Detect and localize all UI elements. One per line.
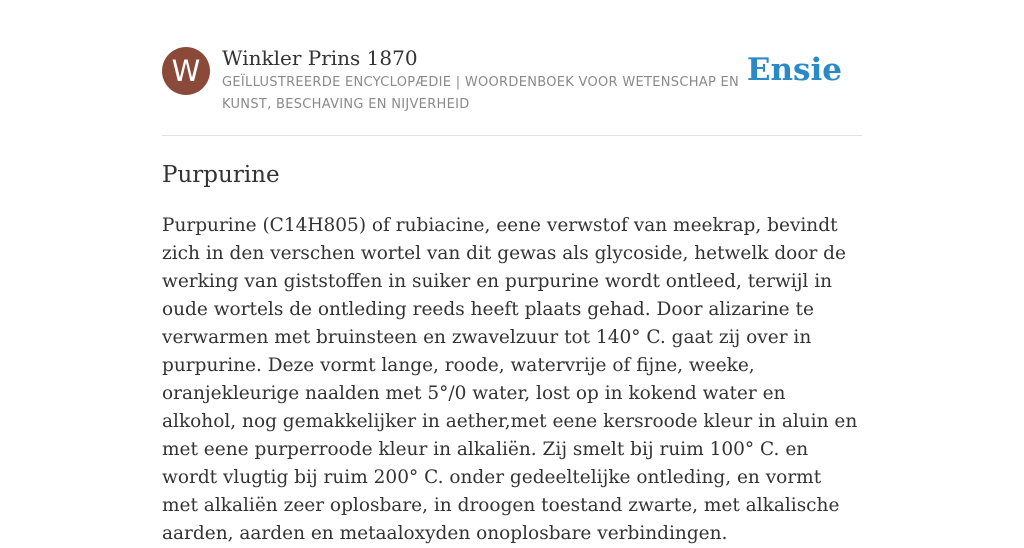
source-header [162, 46, 862, 136]
entry-title: Purpurine [162, 162, 280, 188]
header-divider [162, 135, 862, 136]
entry-body: Purpurine (C14H805) of rubiacine, eene verwstof van meekrap, bevindt zich in den verschen wortel van dit gewas als glycoside, hetwelk door de werking van giststoffen in suiker en purpurine wordt ontleed, terwijl in oude wortels de ontleding reeds heeft plaats gehad. Door alizarine te verwarmen met bruinsteen en zwavelzuur tot 140° C. gaat zij over in purpurine. Deze vormt lange, roode, watervrije of fijne, weeke, oranjekleurige naalden met 5°/0 water, lost op in kokend water en alkohol, nog gemakkelijker in aether,met eene kersroode kleur in aluin en met eene purperroode kleur in alkaliën. Zij smelt bij ruim 100° C. en wordt vlugtig bij ruim 200° C. onder gedeeltelijke ontleding, en vormt met alkaliën zeer oplosbare, in droogen toestand zwarte, met alkalische aarden, aarden en metaaloxyden onoplosbare verbindingen. [162, 215, 858, 544]
source-subtitle: GEÏLLUSTREERDE ENCYCLOPÆDIE | WOORDENBOEK VOOR WETENSCHAP EN KUNST, BESCHAVING EN NIJVERHEID [222, 75, 740, 112]
source-title-link[interactable]: Winkler Prins 1870 [222, 46, 418, 70]
source-avatar[interactable]: W [162, 47, 210, 95]
ensie-logo[interactable]: Ensie [746, 52, 842, 88]
